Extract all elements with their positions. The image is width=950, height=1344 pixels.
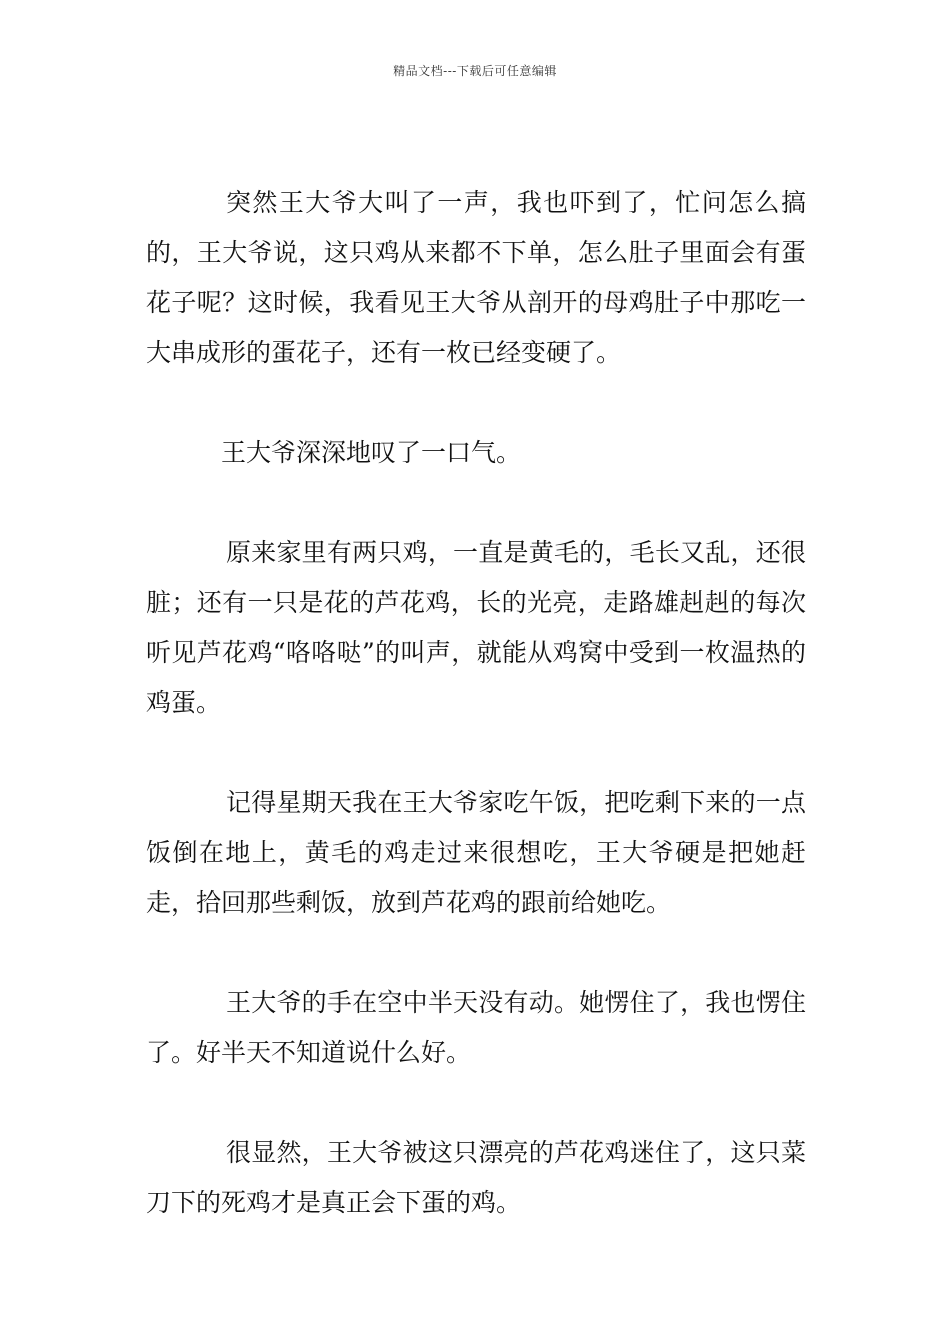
paragraph-4: 记得星期天我在王大爷家吃午饭，把吃剩下来的一点饭倒在地上，黄毛的鸡走过来很想吃，王大爷硬是把她赶走，拾回那些剩饭，放到芦花鸡的跟前给她吃。 xyxy=(146,788,806,917)
page-header: 精品文档---下载后可任意编辑 xyxy=(393,64,557,78)
paragraph-2: 王大爷深深地叹了一口气。 xyxy=(221,438,522,467)
document-body xyxy=(146,178,806,1278)
paragraph-5: 王大爷的手在空中半天没有动。她愣住了，我也愣住了。好半天不知道说什么好。 xyxy=(146,988,806,1067)
paragraph-6: 很显然，王大爷被这只漂亮的芦花鸡迷住了，这只菜刀下的死鸡才是真正会下蛋的鸡。 xyxy=(146,1138,806,1217)
paragraph-1: 突然王大爷大叫了一声，我也吓到了，忙问怎么搞的，王大爷说，这只鸡从来都不下单，怎么肚子里面会有蛋花子呢？这时候，我看见王大爷从剖开的母鸡肚子中那吃一大串成形的蛋花子，还有一枚已经变硬了。 xyxy=(146,188,806,367)
paragraph-3: 原来家里有两只鸡，一直是黄毛的，毛长又乱，还很脏；还有一只是花的芦花鸡，长的光亮，走路雄赳赳的每次听见芦花鸡“咯咯哒”的叫声，就能从鸡窝中受到一枚温热的鸡蛋。 xyxy=(146,538,806,717)
